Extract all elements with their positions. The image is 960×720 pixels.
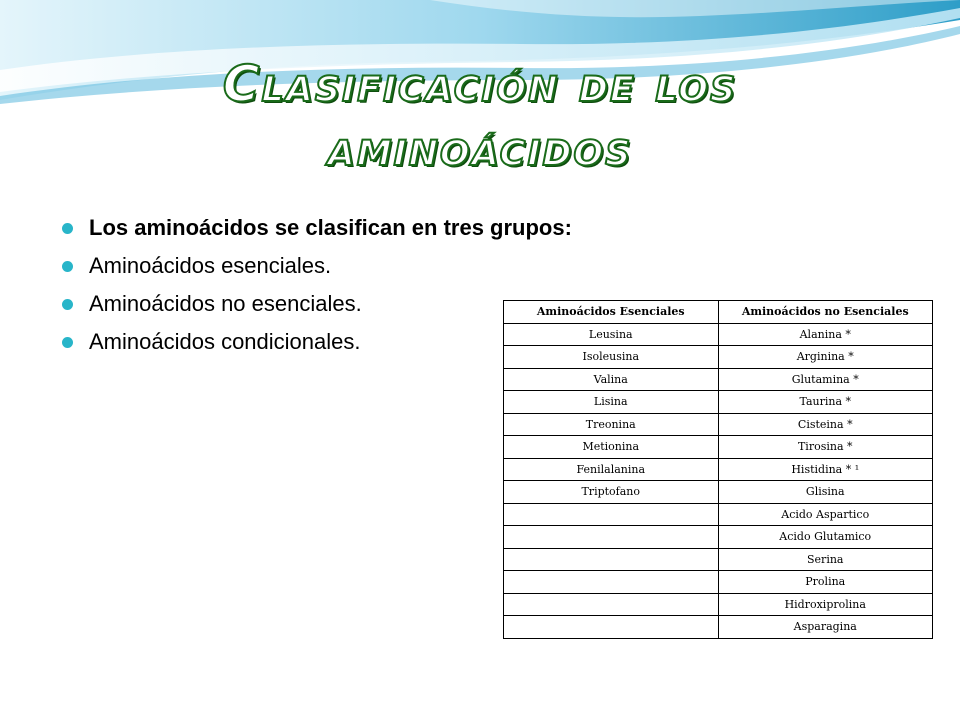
essential-cell: Valina xyxy=(504,368,719,391)
non-essential-cell: Asparagina xyxy=(718,616,933,639)
non-essential-cell: Taurina * xyxy=(718,391,933,414)
table-row xyxy=(504,458,933,481)
non-essential-cell: Serina xyxy=(718,548,933,571)
table-row xyxy=(504,346,933,369)
bullet-dot-icon xyxy=(62,337,73,348)
bullet-text: Aminoácidos no esenciales. xyxy=(89,291,362,316)
table-row xyxy=(504,616,933,639)
table-row xyxy=(504,368,933,391)
slide-title-line-1: Clasificación de los xyxy=(222,55,738,113)
bullet-item xyxy=(62,246,572,284)
slide-title-line-2: aminoácidos xyxy=(327,119,633,177)
table-row xyxy=(504,413,933,436)
bullet-text: Aminoácidos condicionales. xyxy=(89,329,361,354)
non-essential-cell: Cisteina * xyxy=(718,413,933,436)
essential-cell xyxy=(504,548,719,571)
essential-cell: Leusina xyxy=(504,323,719,346)
non-essential-cell: Alanina * xyxy=(718,323,933,346)
non-essential-cell: Acido Glutamico xyxy=(718,526,933,549)
header-non-essential: Aminoácidos no Esenciales xyxy=(718,301,933,324)
header-essential: Aminoácidos Esenciales xyxy=(504,301,719,324)
bullet-dot-icon xyxy=(62,299,73,310)
table-row xyxy=(504,436,933,459)
non-essential-cell: Histidina * ¹ xyxy=(718,458,933,481)
non-essential-cell: Tirosina * xyxy=(718,436,933,459)
bullet-dot-icon xyxy=(62,223,73,234)
table-row xyxy=(504,391,933,414)
essential-cell: Treonina xyxy=(504,413,719,436)
bullet-text: Aminoácidos esenciales. xyxy=(89,253,332,278)
non-essential-cell: Glisina xyxy=(718,481,933,504)
bullet-item xyxy=(62,322,572,360)
bullet-list xyxy=(62,208,572,360)
non-essential-cell: Prolina xyxy=(718,571,933,594)
non-essential-cell: Acido Aspartico xyxy=(718,503,933,526)
table-row xyxy=(504,571,933,594)
bullet-item xyxy=(62,284,572,322)
bullet-text: Los aminoácidos se clasifican en tres grupos: xyxy=(89,215,572,240)
essential-cell xyxy=(504,571,719,594)
non-essential-cell: Glutamina * xyxy=(718,368,933,391)
table-row xyxy=(504,481,933,504)
slide-title xyxy=(0,52,960,180)
table-row xyxy=(504,593,933,616)
essential-cell xyxy=(504,616,719,639)
essential-cell: Triptofano xyxy=(504,481,719,504)
essential-cell xyxy=(504,526,719,549)
bullet-dot-icon xyxy=(62,261,73,272)
non-essential-cell: Hidroxiprolina xyxy=(718,593,933,616)
table-header-row xyxy=(504,301,933,324)
non-essential-cell: Arginina * xyxy=(718,346,933,369)
table-row xyxy=(504,548,933,571)
bullet-item xyxy=(62,208,572,246)
essential-cell: Lisina xyxy=(504,391,719,414)
table-row xyxy=(504,526,933,549)
essential-cell xyxy=(504,593,719,616)
essential-cell: Metionina xyxy=(504,436,719,459)
table-row xyxy=(504,323,933,346)
essential-cell: Fenilalanina xyxy=(504,458,719,481)
essential-cell: Isoleusina xyxy=(504,346,719,369)
amino-acids-table xyxy=(503,300,933,639)
table-row xyxy=(504,503,933,526)
essential-cell xyxy=(504,503,719,526)
